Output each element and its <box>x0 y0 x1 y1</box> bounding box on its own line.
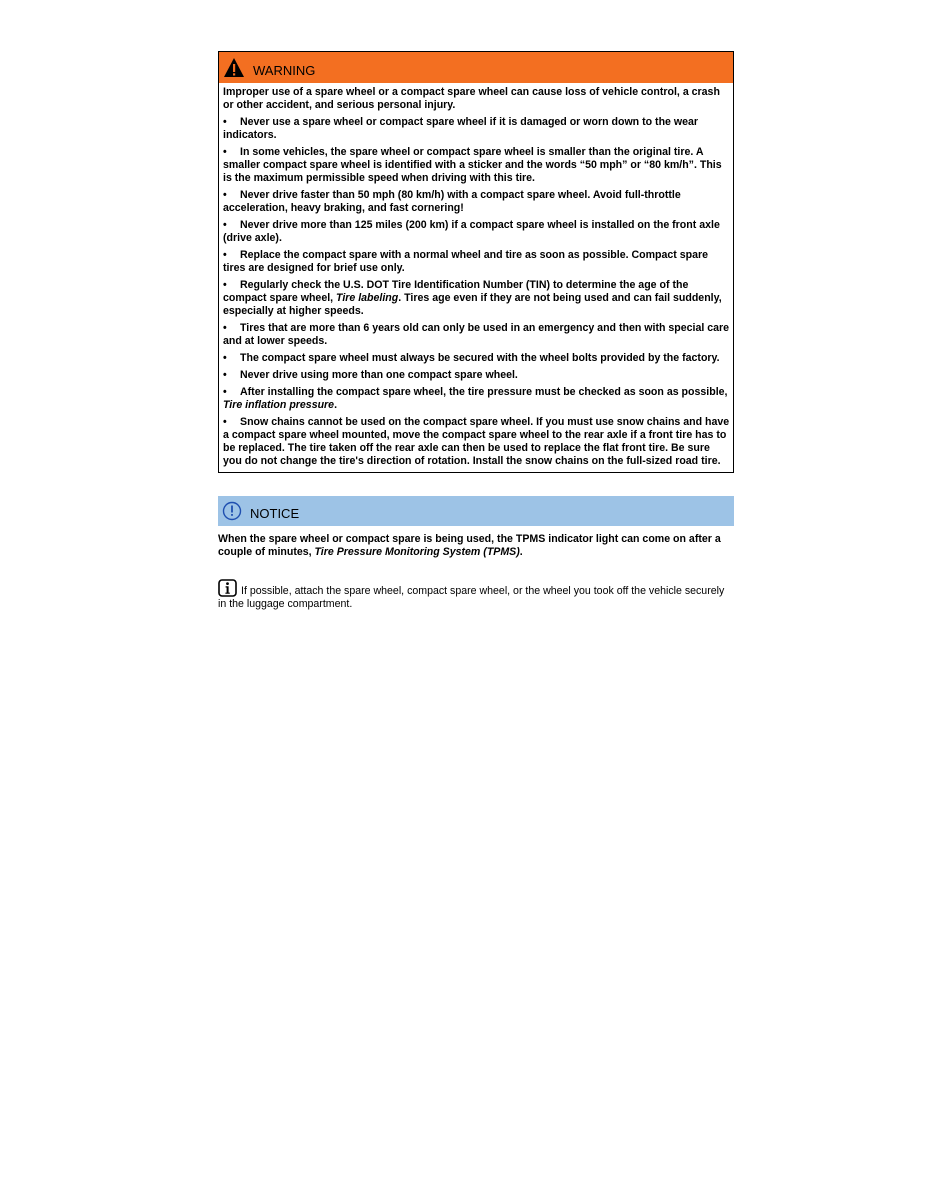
warning-bullet <box>223 352 730 365</box>
notice-text-end: . <box>519 546 523 558</box>
warning-body <box>219 83 733 472</box>
warning-bullet <box>223 116 730 142</box>
info-text: If possible, attach the spare wheel, compact spare wheel, or the wheel you took off the vehicle securely in the luggage compartment. <box>218 585 725 610</box>
warning-bullet-text: Regularly check the U.S. DOT Tire Identification Number (TIN) to determine the age of the compact spare wheel, <box>223 279 689 304</box>
bullet-mark: • <box>223 322 227 334</box>
tire-labeling-link[interactable]: Tire labeling <box>336 292 399 304</box>
bullet-mark: • <box>223 219 227 231</box>
warning-box <box>218 51 734 473</box>
bullet-mark: • <box>223 386 227 398</box>
notice-text <box>218 533 734 559</box>
info-icon <box>218 579 237 597</box>
warning-bullet-text: After installing the compact spare wheel, the tire pressure must be checked as soon as possible, <box>240 386 728 398</box>
bullet-mark: • <box>223 369 227 381</box>
warning-bullet-text: Never drive more than 125 miles (200 km) if a compact spare wheel is installed on the front axle (drive axle). <box>223 219 720 244</box>
notice-header <box>218 496 734 526</box>
warning-bullet-text: . Tires age even if they are not being used and can fail suddenly, especially at higher speeds. <box>223 292 722 317</box>
warning-bullet-text: Never use a spare wheel or compact spare wheel if it is damaged or worn down to the wear indicators. <box>223 116 699 141</box>
warning-bullet-text: The compact spare wheel must always be secured with the wheel bolts provided by the factory. <box>240 352 720 364</box>
bullet-mark: • <box>223 116 227 128</box>
bullet-mark: • <box>223 352 227 364</box>
info-note <box>218 579 734 611</box>
warning-bullet <box>223 416 730 468</box>
tpms-link[interactable]: Tire Pressure Monitoring System (TPMS) <box>314 546 520 558</box>
warning-intro: Improper use of a spare wheel or a compact spare wheel can cause loss of vehicle control, a crash or other accident, and serious personal injury. <box>223 86 720 111</box>
manual-page <box>218 51 734 611</box>
warning-bullet-text: Snow chains cannot be used on the compact spare wheel. If you must use snow chains and have a compact spare wheel mounted, move the compact spare wheel to the rear axle if a front tire has to be replaced. The tire taken off the rear axle can then be used to replace the flat front tire. Be sure you do not change the tire's direction of rotation. Install the snow chains on the full-sized road tire. <box>223 416 730 467</box>
bullet-mark: • <box>223 279 227 291</box>
warning-bullet-text: Replace the compact spare with a normal wheel and tire as soon as possible. Compact spare tires are designed for brief use only. <box>223 249 709 274</box>
warning-bullet <box>223 249 730 275</box>
warning-bullet-text: Never drive using more than one compact spare wheel. <box>240 369 518 381</box>
tire-inflation-pressure-link[interactable]: Tire inflation pressure <box>223 399 335 411</box>
warning-bullet-text: Tires that are more than 6 years old can only be used in an emergency and then with special care and at lower speeds. <box>223 322 730 347</box>
warning-bullet <box>223 386 730 412</box>
warning-header <box>219 52 733 83</box>
notice-text-body: When the spare wheel or compact spare is being used, the TPMS indicator light can come on after a couple of minutes, <box>218 533 721 558</box>
warning-bullet-text: Never drive faster than 50 mph (80 km/h) with a compact spare wheel. Avoid full-throttle acceleration, heavy braking, and fast cornering! <box>223 189 681 214</box>
bullet-mark: • <box>223 146 227 158</box>
warning-bullet <box>223 146 730 185</box>
notice-title: NOTICE <box>250 506 300 521</box>
bullet-mark: • <box>223 249 227 261</box>
warning-bullet <box>223 322 730 348</box>
warning-bullet <box>223 219 730 245</box>
warning-bullet-text: In some vehicles, the spare wheel or compact spare wheel is smaller than the original tire. A smaller compact spare wheel is identified with a sticker and the words “50 mph” or “80 km/h”. This is the maximum permissible speed when driving with this tire. <box>223 146 722 184</box>
bullet-mark: • <box>223 189 227 201</box>
warning-bullet <box>223 369 730 382</box>
warning-title: WARNING <box>253 63 316 78</box>
notice-exclamation-icon <box>222 501 242 521</box>
warning-bullet-text: . <box>334 399 338 411</box>
warning-bullet <box>223 189 730 215</box>
warning-bullet <box>223 279 730 318</box>
bullet-mark: • <box>223 416 227 428</box>
warning-triangle-icon <box>223 57 245 79</box>
